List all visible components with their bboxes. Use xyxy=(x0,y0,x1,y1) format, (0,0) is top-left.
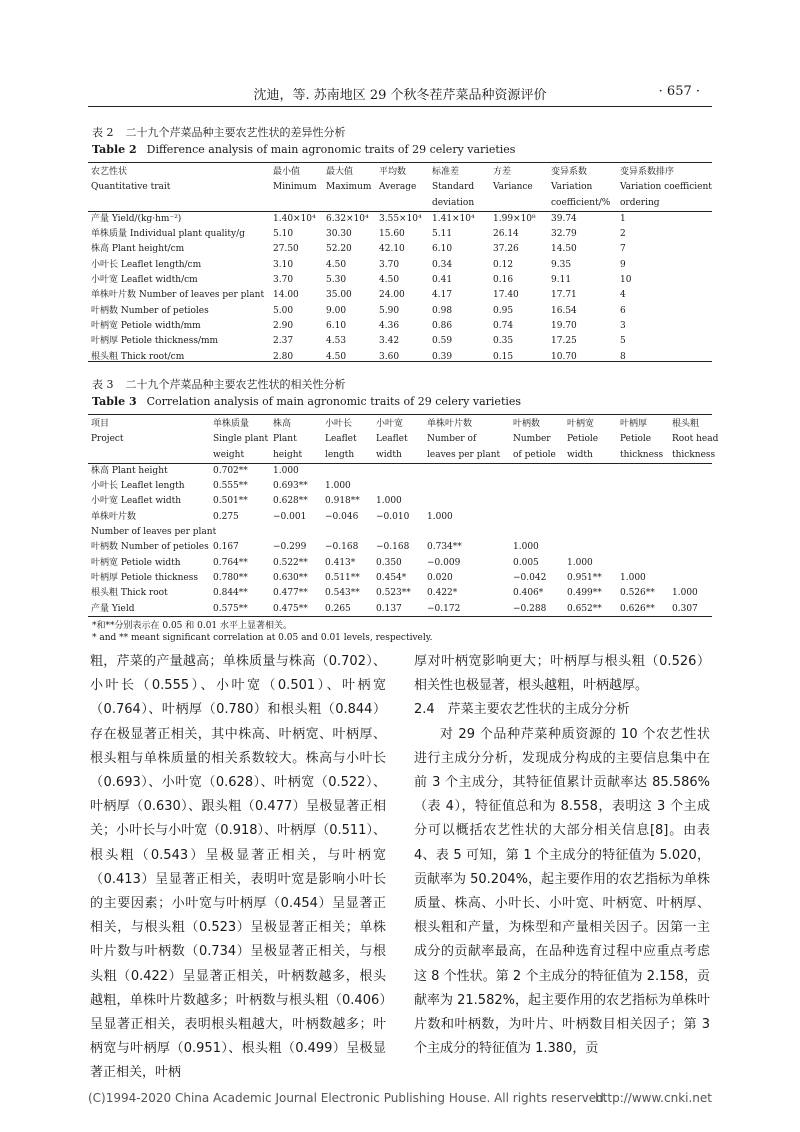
header-cell: of petiole xyxy=(513,449,556,460)
header-cell: length xyxy=(325,449,355,460)
table-cell: 1.41×10⁴ xyxy=(432,213,475,224)
header-row xyxy=(88,415,712,432)
header-cell: thickness xyxy=(672,449,716,460)
table-cell: 30.30 xyxy=(326,229,352,240)
table-cell xyxy=(510,525,564,540)
table-row xyxy=(88,288,712,303)
header-cell: Standard xyxy=(432,182,475,193)
table-cell: 0.626** xyxy=(620,603,655,614)
row-label: 株高 Plant height xyxy=(91,465,168,476)
header-cell: 变异系数排序 xyxy=(620,167,675,177)
page-number: · 657 · xyxy=(658,84,700,99)
header-cell: thickness xyxy=(620,449,664,460)
table3-bottom-rule xyxy=(88,616,712,617)
table-cell xyxy=(424,525,510,540)
table-cell: 5.30 xyxy=(326,275,347,286)
row-label: Number of leaves per plant xyxy=(91,527,217,538)
table-cell xyxy=(564,540,617,555)
table-cell xyxy=(669,556,712,571)
table-cell xyxy=(617,540,669,555)
table-cell: 35.00 xyxy=(326,290,352,301)
header-row xyxy=(88,163,712,180)
table-cell: 3.10 xyxy=(273,259,294,270)
row-label: 单株叶片数 Number of leaves per plant xyxy=(91,290,265,301)
header-row xyxy=(88,448,712,464)
table-cell: 32.79 xyxy=(551,229,577,240)
table-row xyxy=(88,350,712,365)
header-cell: 最大值 xyxy=(326,167,354,177)
table-cell: 10 xyxy=(620,275,632,286)
table-cell: 4.53 xyxy=(326,336,347,347)
table-cell: 2.80 xyxy=(273,351,294,362)
table-cell: 3.60 xyxy=(379,351,400,362)
table-cell xyxy=(510,463,564,479)
table-cell: 0.522** xyxy=(273,557,308,568)
table-cell: 27.50 xyxy=(273,244,299,255)
table-cell: 52.20 xyxy=(326,244,352,255)
table-cell: 0.39 xyxy=(432,351,453,362)
header-cell xyxy=(490,196,548,212)
row-label: 叶柄宽 Petiole width/mm xyxy=(91,320,201,331)
table-cell: 0.422* xyxy=(427,588,458,599)
table-cell xyxy=(373,479,424,494)
table-cell: 14.00 xyxy=(273,290,299,301)
table-cell: 0.652** xyxy=(567,603,602,614)
header-cell: Variation coefficient xyxy=(620,182,712,193)
table-cell: 4.36 xyxy=(379,320,400,331)
header-cell: Average xyxy=(379,182,417,193)
table-cell: 0.918** xyxy=(325,496,360,507)
table-cell xyxy=(564,525,617,540)
header-cell: height xyxy=(273,449,303,460)
table-cell: 0.475** xyxy=(273,603,308,614)
header-cell: Variance xyxy=(493,182,533,193)
header-cell: Project xyxy=(91,434,124,445)
table-cell: 0.35 xyxy=(493,336,514,347)
header-cell: 最小值 xyxy=(273,167,301,177)
table-cell: 0.764** xyxy=(213,557,248,568)
table-cell: 17.40 xyxy=(493,290,519,301)
table-row xyxy=(88,525,712,540)
table-cell: 0.526** xyxy=(620,588,655,599)
table-row xyxy=(88,510,712,525)
table-cell xyxy=(373,463,424,479)
table-cell: 0.265 xyxy=(325,603,351,614)
header-cell: Leaflet xyxy=(376,434,408,445)
table-cell: 0.137 xyxy=(376,603,402,614)
table-cell xyxy=(617,525,669,540)
row-label: 叶柄厚 Petiole thickness xyxy=(91,572,198,583)
table-cell: 0.844** xyxy=(213,588,248,599)
table-cell xyxy=(564,494,617,509)
table-cell xyxy=(617,510,669,525)
table-cell: 1.000 xyxy=(325,481,351,492)
table-cell: 8 xyxy=(620,351,626,362)
table-cell: 0.477** xyxy=(273,588,308,599)
table-cell: 0.307 xyxy=(672,603,698,614)
table-cell xyxy=(424,494,510,509)
section-heading: 2.4 芹菜主要农艺性状的主成分分析 xyxy=(414,702,630,718)
running-title: 沈迪，等. 苏南地区 29 个秋冬茬芹菜品种资源评价 xyxy=(253,88,547,103)
table-cell: 0.543** xyxy=(325,588,360,599)
row-label: 小叶长 Leaflet length xyxy=(91,481,185,492)
table-cell: 0.98 xyxy=(432,305,453,316)
right-column xyxy=(414,650,710,1061)
header-rule xyxy=(88,106,712,107)
header-cell xyxy=(323,196,376,212)
header-cell: Variation xyxy=(551,182,593,193)
table-row xyxy=(88,540,712,555)
table-cell: 19.70 xyxy=(551,320,577,331)
table-cell: 9.11 xyxy=(551,275,572,286)
table-cell: 42.10 xyxy=(379,244,405,255)
table-cell: 0.734** xyxy=(427,542,462,553)
header-cell: 标准差 xyxy=(432,167,460,177)
table-cell xyxy=(510,479,564,494)
header-cell: width xyxy=(376,449,402,460)
table-cell: 5.00 xyxy=(273,305,294,316)
table-cell: 0.693** xyxy=(273,481,308,492)
table-cell: 0.499** xyxy=(567,588,602,599)
row-label: 产量 Yield/(kg·hm⁻²) xyxy=(91,213,182,224)
table-cell: 0.275 xyxy=(213,511,239,522)
table-cell: 0.350 xyxy=(376,557,402,568)
table-cell: 0.86 xyxy=(432,320,453,331)
header-cell: Petiole xyxy=(620,434,652,445)
table-cell: 0.628** xyxy=(273,496,308,507)
table-cell xyxy=(617,479,669,494)
table-cell xyxy=(669,510,712,525)
table-cell: −0.168 xyxy=(376,542,410,553)
table-cell: 0.41 xyxy=(432,275,453,286)
header-cell: width xyxy=(567,449,593,460)
header-cell: 农艺性状 xyxy=(91,167,128,177)
header-cell: Minimum xyxy=(273,182,317,193)
table-cell: 6.10 xyxy=(432,244,453,255)
header-cell: Single plant xyxy=(213,434,269,445)
table-cell xyxy=(669,463,712,479)
table-cell xyxy=(322,463,373,479)
left-paragraph: 粗，芹菜的产量越高；单株质量与株高（0.702）、小叶长（0.555）、小叶宽（0.501）、叶柄宽（0.764）、叶柄厚（0.780）和根头粗（0.844）存在极显著正相关，其中株高、叶柄宽、叶柄厚、根头粗与单株质量的相关系数较大。株高与小叶长（0.693）、小叶宽（0.628）、叶柄宽（0.522）、叶柄厚（0.630）、跟头粗（0.477）呈极显著正相关；小叶长与小叶宽（0.918）、叶柄厚（0.511）、根头粗（0.543）呈极显著正相关，与叶柄宽（0.413）呈显著正相关，表明叶宽是影响小叶长的主要因素；小叶宽与叶柄厚（0.454）呈显著正相关，与根头粗（0.523）呈极显著正相关；单株叶片数与叶柄数（0.734）呈极显著正相关，与根头粗（0.422）呈显著正相关，叶柄数越多，根头越粗，单株叶片数越多；叶柄数与根头粗（0.406）呈显著正相关，表明根头粗越大，叶柄数越多；叶柄宽与叶柄厚（0.951）、根头粗（0.499）呈极显著正相关，叶柄 xyxy=(90,654,386,1081)
table-row xyxy=(88,258,712,273)
table-cell: 1.40×10⁴ xyxy=(273,213,316,224)
header-cell: Root head xyxy=(672,434,719,445)
table3-caption-cn: 表 3 二十九个芹菜品种主要农艺性状的相关性分析 xyxy=(92,378,346,391)
header-cell xyxy=(376,196,429,212)
table-cell: 10.70 xyxy=(551,351,577,362)
table-cell: 5.10 xyxy=(273,229,294,240)
table-cell: 0.15 xyxy=(493,351,514,362)
header-cell: coefficient/% xyxy=(551,197,611,208)
table-cell: 9 xyxy=(620,259,626,270)
table-row xyxy=(88,556,712,571)
table-row xyxy=(88,571,712,586)
table-cell xyxy=(373,525,424,540)
header-cell: 株高 xyxy=(273,419,292,429)
table-cell: 1.000 xyxy=(376,496,402,507)
table-cell: 1.000 xyxy=(672,588,698,599)
table-row xyxy=(88,319,712,334)
table-cell: 2.37 xyxy=(273,336,294,347)
table-cell: 9.35 xyxy=(551,259,572,270)
table-cell: 0.020 xyxy=(427,572,453,583)
table-cell xyxy=(617,463,669,479)
right-intro: 厚对叶柄宽影响更大；叶柄厚与根头粗（0.526）相关性也极显著，根头越粗，叶柄越厚。 xyxy=(414,654,710,694)
row-label: 株高 Plant height/cm xyxy=(91,244,185,255)
table-cell: 39.74 xyxy=(551,213,577,224)
row-label: 叶柄厚 Petiole thickness/mm xyxy=(91,336,219,347)
table-cell: 17.25 xyxy=(551,336,577,347)
row-label: 小叶宽 Leaflet width xyxy=(91,496,182,507)
header-cell: deviation xyxy=(432,197,475,208)
table-row xyxy=(88,463,712,479)
header-cell: 根头粗 xyxy=(672,419,700,429)
row-label: 根头粗 Thick root/cm xyxy=(91,351,185,362)
table-cell xyxy=(669,494,712,509)
header-cell: 叶柄厚 xyxy=(620,419,648,429)
table-cell: −0.042 xyxy=(513,572,547,583)
table-cell xyxy=(510,494,564,509)
table-cell: −0.168 xyxy=(325,542,359,553)
header-row xyxy=(88,180,712,195)
row-label: 单株质量 Individual plant quality/g xyxy=(91,229,245,240)
table-cell xyxy=(210,525,270,540)
table-cell: 0.95 xyxy=(493,305,514,316)
table-cell: 26.14 xyxy=(493,229,519,240)
table-cell: 6.32×10⁴ xyxy=(326,213,369,224)
header-cell: 小叶长 xyxy=(325,419,353,429)
table-cell: 0.951** xyxy=(567,572,602,583)
table-cell xyxy=(669,540,712,555)
header-cell: Maximum xyxy=(326,182,372,193)
table-row xyxy=(88,211,712,227)
header-cell: Petiole xyxy=(567,434,599,445)
table-cell: 9.00 xyxy=(326,305,347,316)
table-cell xyxy=(424,463,510,479)
table-cell xyxy=(669,525,712,540)
row-label: 叶柄数 Number of petioles xyxy=(91,542,209,553)
header-cell: Quantitative trait xyxy=(91,182,171,193)
table-cell: 5 xyxy=(620,336,626,347)
table-row xyxy=(88,227,712,242)
table-cell: 0.406* xyxy=(513,588,544,599)
table-cell xyxy=(510,510,564,525)
table-cell: 1.99×10⁸ xyxy=(493,213,536,224)
left-column xyxy=(90,650,386,1086)
table-cell: 3.55×10⁴ xyxy=(379,213,422,224)
table-cell xyxy=(669,571,712,586)
header-cell: 叶柄宽 xyxy=(567,419,595,429)
table-cell: 4.50 xyxy=(326,351,347,362)
table-cell: 3.70 xyxy=(273,275,294,286)
header-row xyxy=(88,196,712,212)
table-cell: 6 xyxy=(620,305,626,316)
table-cell: 0.12 xyxy=(493,259,514,270)
row-label: 小叶宽 Leaflet width/cm xyxy=(91,275,198,286)
header-cell xyxy=(88,448,210,464)
table-cell: 0.575** xyxy=(213,603,248,614)
table2-caption-en: Table 2 Difference analysis of main agronomic traits of 29 celery varieties xyxy=(92,143,516,156)
table-cell: 37.26 xyxy=(493,244,519,255)
header-cell: 小叶宽 xyxy=(376,419,404,429)
table-row xyxy=(88,334,712,349)
table-row xyxy=(88,304,712,319)
table-cell: 3 xyxy=(620,320,626,331)
table-row xyxy=(88,479,712,494)
table-cell: 0.59 xyxy=(432,336,453,347)
table-cell: −0.010 xyxy=(376,511,410,522)
table-cell: 0.501** xyxy=(213,496,248,507)
table-cell: 5.90 xyxy=(379,305,400,316)
table-cell xyxy=(564,510,617,525)
table-cell: 7 xyxy=(620,244,626,255)
table-cell: 0.167 xyxy=(213,542,239,553)
table-row xyxy=(88,242,712,257)
table2-caption-cn: 表 2 二十九个芹菜品种主要农艺性状的差异性分析 xyxy=(92,126,346,139)
table-cell: 1 xyxy=(620,213,626,224)
table-cell: 14.50 xyxy=(551,244,577,255)
header-cell: 变异系数 xyxy=(551,167,588,177)
table-cell: 2 xyxy=(620,229,626,240)
table-cell: 16.54 xyxy=(551,305,577,316)
header-cell: 单株叶片数 xyxy=(427,419,473,429)
table-cell: 0.780** xyxy=(213,572,248,583)
row-label: 小叶长 Leaflet length/cm xyxy=(91,259,202,270)
table-cell: −0.172 xyxy=(427,603,461,614)
table-cell: −0.288 xyxy=(513,603,547,614)
table-cell: −0.299 xyxy=(273,542,307,553)
table-cell: 4.17 xyxy=(432,290,453,301)
table-cell: −0.001 xyxy=(273,511,307,522)
table2 xyxy=(88,163,712,365)
table-cell xyxy=(322,525,373,540)
header-cell xyxy=(270,196,323,212)
cnki-url: http://www.cnki.net xyxy=(595,1091,712,1105)
header-cell: Plant xyxy=(273,434,297,445)
table-cell: −0.009 xyxy=(427,557,461,568)
header-cell: ordering xyxy=(620,197,660,208)
table-cell: 6.10 xyxy=(326,320,347,331)
table-cell: 0.413* xyxy=(325,557,356,568)
table-cell: 15.60 xyxy=(379,229,405,240)
table-cell xyxy=(424,479,510,494)
table-cell: 3.42 xyxy=(379,336,400,347)
header-cell: weight xyxy=(213,449,245,460)
header-cell: Leaflet xyxy=(325,434,357,445)
table2-bottom-rule xyxy=(88,361,712,362)
table-cell xyxy=(564,479,617,494)
table-cell: 3.70 xyxy=(379,259,400,270)
table-cell xyxy=(669,479,712,494)
table-row xyxy=(88,602,712,617)
table-cell: 0.16 xyxy=(493,275,514,286)
table-cell: 1.000 xyxy=(513,542,539,553)
header-cell: 方差 xyxy=(493,167,512,177)
table-cell: 4.50 xyxy=(326,259,347,270)
table-row xyxy=(88,494,712,509)
running-header xyxy=(0,84,800,104)
header-cell: leaves per plant xyxy=(427,449,501,460)
table-cell: 0.702** xyxy=(213,465,248,476)
table-cell: 0.523** xyxy=(376,588,411,599)
row-label: 叶柄数 Number of petioles xyxy=(91,305,209,316)
row-label: 产量 Yield xyxy=(91,603,135,614)
table-cell xyxy=(270,525,322,540)
table-cell: 1.000 xyxy=(567,557,593,568)
table-cell: 0.454* xyxy=(376,572,407,583)
table-cell: 0.511** xyxy=(325,572,360,583)
header-cell xyxy=(88,196,270,212)
table-cell: 17.71 xyxy=(551,290,577,301)
table-cell: 2.90 xyxy=(273,320,294,331)
header-cell: 叶柄数 xyxy=(513,419,541,429)
row-label: 叶柄宽 Petiole width xyxy=(91,557,181,568)
table-cell xyxy=(617,556,669,571)
header-cell: 单株质量 xyxy=(213,419,250,429)
header-cell: Number of xyxy=(427,434,477,445)
table3-note-cn: *和**分别表示在 0.05 和 0.01 水平上显著相关。 xyxy=(92,621,293,631)
table-cell xyxy=(617,494,669,509)
table3-caption-en: Table 3 Correlation analysis of main agronomic traits of 29 celery varieties xyxy=(92,395,522,408)
table-cell xyxy=(564,463,617,479)
copyright-text: (C)1994-2020 China Academic Journal Electronic Publishing House. All rights reserved. xyxy=(88,1091,608,1105)
table-cell: 0.005 xyxy=(513,557,539,568)
copyright-footer xyxy=(88,1091,712,1105)
table3-note-en: * and ** meant significant correlation at 0.05 and 0.01 levels, respectively. xyxy=(92,633,433,643)
row-label: 根头粗 Thick root xyxy=(91,588,168,599)
right-paragraph: 对 29 个品种芹菜种质资源的 10 个农艺性状进行主成分分析，发现成分构成的主要信息集中在前 3 个主成分，其特征值累计贡献率达 85.586%（表 4），特征值总和为 8.558，表明这 3 个主成分可以概括农艺性状的大部分相关信息[8]。由表 4、表 5 可知，第 1 个主成分的特征值为 5.020，贡献率为 50.204%，起主要作用的农艺指标为单株质量、株高、小叶长、小叶宽、叶柄宽、叶柄厚、根头粗和产量，为株型和产量相关因子。因第一主成分的贡献率最高，在品种选育过程中应重点考虑这 8 个性状。第 2 个主成分的特征值为 2.158，贡献率为 21.582%，起主要作用的农艺指标为单株叶片数和叶柄数，为叶片、叶柄数目相关因子；第 3 个主成分的特征值为 1.380，贡 xyxy=(414,726,710,1057)
header-cell: 项目 xyxy=(91,419,110,429)
table-cell: −0.046 xyxy=(325,511,359,522)
table-row xyxy=(88,586,712,601)
table-cell: 0.630** xyxy=(273,572,308,583)
table-cell: 4.50 xyxy=(379,275,400,286)
row-label: 单株叶片数 xyxy=(91,511,137,522)
table3 xyxy=(88,415,719,617)
table-cell: 4 xyxy=(620,290,626,301)
table-cell: 24.00 xyxy=(379,290,405,301)
table-cell: 5.11 xyxy=(432,229,453,240)
header-cell: 平均数 xyxy=(379,167,407,177)
header-row xyxy=(88,432,712,447)
table-cell: 0.74 xyxy=(493,320,514,331)
table-cell: 1.000 xyxy=(273,465,299,476)
table-cell: 1.000 xyxy=(620,572,646,583)
table-row xyxy=(88,273,712,288)
table-cell: 0.555** xyxy=(213,481,248,492)
table-cell: 1.000 xyxy=(427,511,453,522)
table-cell: 0.34 xyxy=(432,259,453,270)
header-cell: Number xyxy=(513,434,551,445)
